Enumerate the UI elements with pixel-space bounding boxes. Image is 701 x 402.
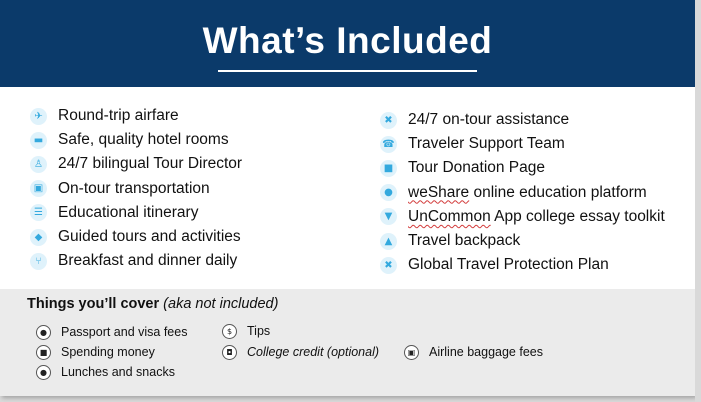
- apple-icon: ●: [36, 365, 51, 380]
- cover-item-label: College credit (optional): [247, 345, 380, 359]
- airplane-icon: ✈: [30, 108, 47, 125]
- cover-item: [36, 322, 187, 342]
- person-icon: ♙: [30, 156, 47, 173]
- not-included-title-bold: Things you’ll cover: [27, 296, 160, 312]
- included-item-label-rest: online education platform: [469, 183, 647, 201]
- included-item-label: Global Travel Protection Plan: [408, 256, 609, 274]
- not-included-title-italic: (aka not included): [163, 296, 279, 312]
- included-item-label: [408, 184, 647, 202]
- included-item-label: Safe, quality hotel rooms: [58, 131, 229, 149]
- spellcheck-word: weShare: [408, 183, 470, 201]
- title-banner: [0, 0, 695, 87]
- not-included-section: [0, 289, 695, 396]
- included-list-right: [380, 108, 665, 277]
- not-included-title: [27, 296, 278, 312]
- included-item: [380, 156, 665, 180]
- dollar-icon: $: [222, 324, 237, 339]
- included-item: [380, 229, 665, 253]
- included-item-label: Tour Donation Page: [408, 159, 546, 177]
- included-item: [380, 132, 665, 156]
- included-list-left: [30, 104, 242, 273]
- included-item: [30, 177, 242, 201]
- included-item: [30, 249, 242, 273]
- included-item-label: On-tour transportation: [58, 179, 210, 197]
- bus-icon: ▣: [30, 180, 47, 197]
- included-item: [380, 205, 665, 229]
- cover-item: [36, 342, 155, 362]
- cover-item-label: Spending money: [61, 345, 155, 359]
- included-item: [30, 225, 242, 249]
- title-underline: [218, 70, 477, 72]
- cover-item-label: Tips: [247, 324, 271, 338]
- passport-icon: ●: [36, 325, 51, 340]
- backpack-icon: ▲: [380, 233, 397, 250]
- included-item: [30, 104, 242, 128]
- cover-item: [222, 321, 270, 341]
- ticket-icon: ◆: [30, 229, 47, 246]
- slide-title: What’s Included: [202, 20, 493, 61]
- included-item-label: Travel backpack: [408, 232, 521, 250]
- utensils-icon: ⑂: [30, 253, 47, 270]
- wallet-icon: ■: [36, 345, 51, 360]
- shield-cross-icon: ✖: [380, 257, 397, 274]
- included-item: [380, 181, 665, 205]
- book-icon: ◘: [222, 345, 237, 360]
- included-item-label-rest: App college essay toolkit: [490, 207, 665, 225]
- spellcheck-word: UnCommon: [408, 207, 491, 225]
- document-icon: ☰: [30, 204, 47, 221]
- cover-item: [222, 342, 379, 362]
- included-item-label: Educational itinerary: [58, 203, 199, 221]
- cover-item-label: Lunches and snacks: [61, 365, 175, 379]
- included-item: [380, 253, 665, 277]
- bookmark-icon: ■: [380, 160, 397, 177]
- cover-item: [404, 342, 543, 362]
- lifebuoy-icon: ✖: [380, 112, 397, 129]
- lightbulb-icon: ●: [380, 184, 397, 201]
- included-item-label: Breakfast and dinner daily: [58, 252, 238, 270]
- cover-item: [36, 362, 175, 382]
- included-item: [30, 201, 242, 225]
- included-item-label: Round-trip airfare: [58, 107, 179, 125]
- cover-item-label: Airline baggage fees: [429, 345, 543, 359]
- pin-icon: ▼: [380, 208, 397, 225]
- included-item-label: 24/7 bilingual Tour Director: [58, 155, 243, 173]
- included-item-label: Guided tours and activities: [58, 228, 241, 246]
- included-item-label: 24/7 on-tour assistance: [408, 111, 570, 129]
- included-item: [380, 108, 665, 132]
- included-item-label: Traveler Support Team: [408, 135, 565, 153]
- bed-icon: ▬: [30, 132, 47, 149]
- included-item-label: [408, 208, 665, 226]
- window-edge: [695, 0, 701, 402]
- luggage-icon: ▣: [404, 345, 419, 360]
- included-item: [30, 152, 242, 176]
- cover-item-label: Passport and visa fees: [61, 325, 188, 339]
- included-item: [30, 128, 242, 152]
- phone-icon: ☎: [380, 136, 397, 153]
